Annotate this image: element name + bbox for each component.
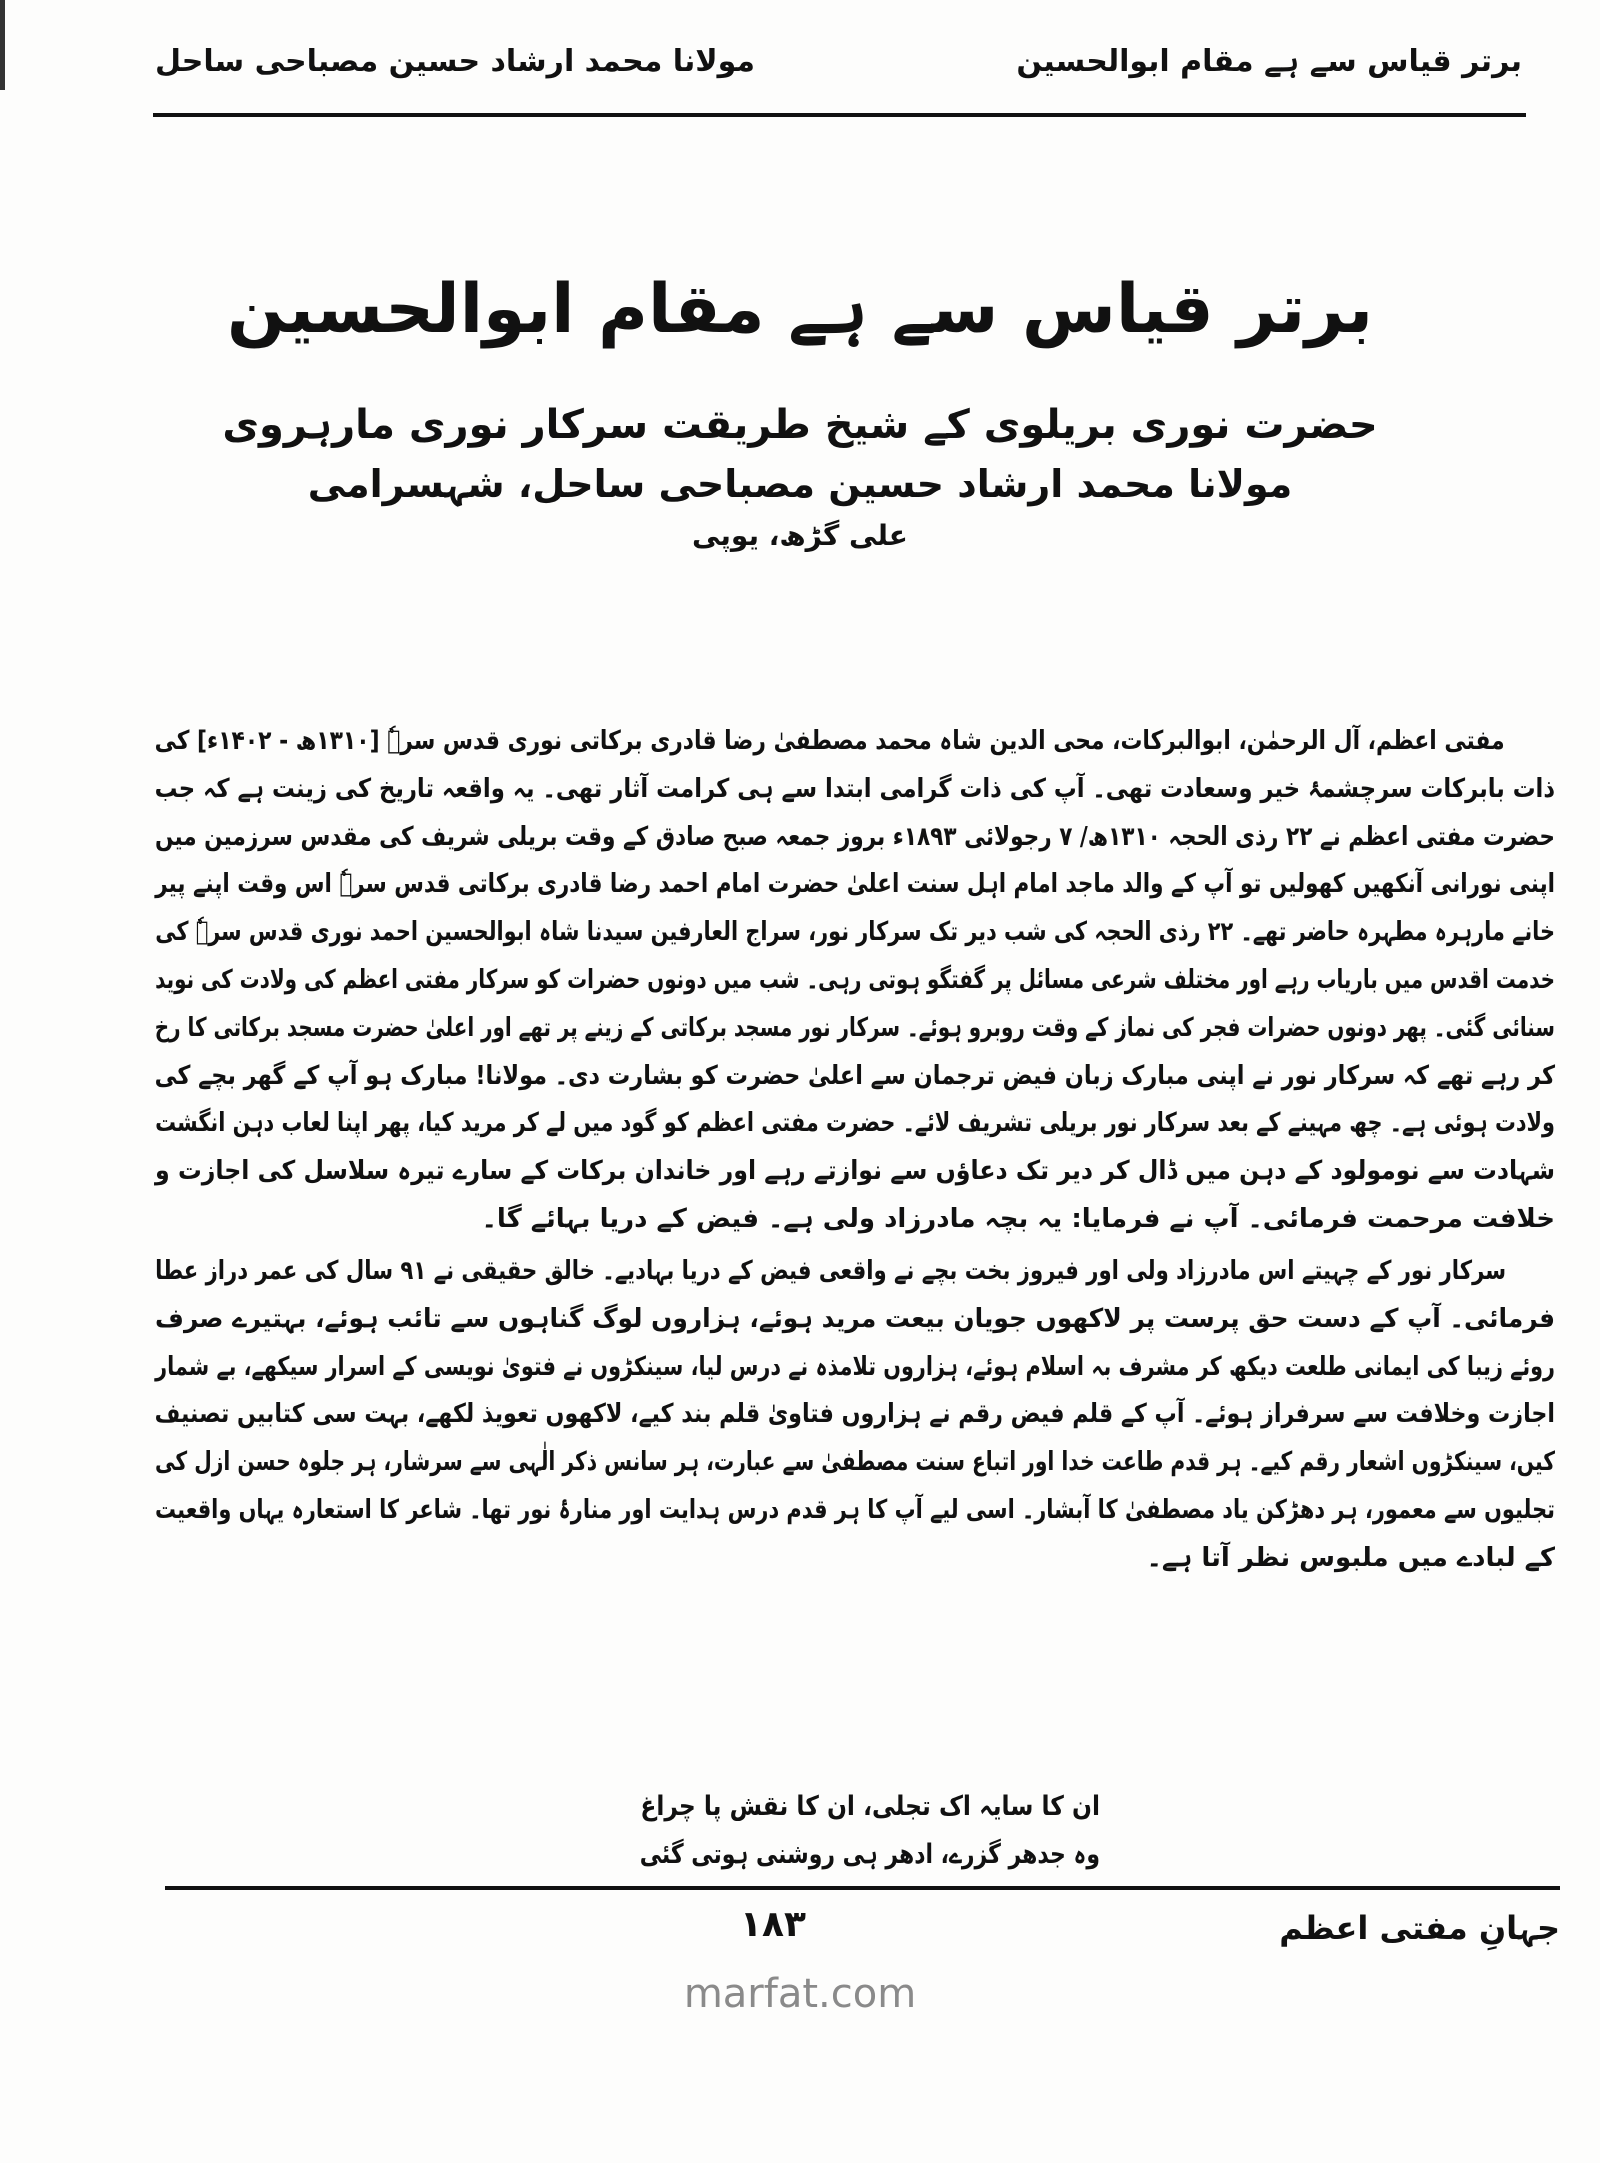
text-line: شہادت سے نومولود کے دہن میں ڈال کر دیر تک دعاؤں سے نوازتے رہے اور خاندان برکات کے سارے تیرہ سلاسل کی اجازت و bbox=[155, 1156, 1556, 1187]
text-line: خانے مارہرہ مطہرہ حاضر تھے۔ ۲۲ رذی الحجہ کی شب دیر تک سرکار نور، سراج العارفین سیدنا شاہ ابوالحسین احمد نوری قدس سرہٗ کی bbox=[155, 917, 1555, 948]
paragraph-1 bbox=[155, 718, 1555, 1244]
footer-rule bbox=[165, 1886, 1560, 1890]
verse-couplet bbox=[640, 1783, 1100, 1879]
article-author: مولانا محمد ارشاد حسین مصباحی ساحل، شہسرامی bbox=[307, 462, 1293, 506]
article-subtitle: حضرت نوری بریلوی کے شیخ طریقت سرکار نوری مارہروی bbox=[222, 402, 1378, 448]
page-number: ۱۸۳ bbox=[740, 1904, 806, 1945]
text-line: سرکار نور کے چہیتے اس مادرزاد ولی اور فیروز بخت بچے نے واقعی فیض کے دریا بہادیے۔ خالق حقیقی نے ۹۱ سال کی عمر دراز عطا bbox=[155, 1256, 1507, 1286]
header-rule bbox=[153, 113, 1526, 117]
text-line: حضرت مفتی اعظم نے ۲۲ رذی الحجہ ۱۳۱۰ھ/ ۷ رجولائی ۱۸۹۳ء بروز جمعہ صبح صادق کے وقت بریلی شریف کی مقدس سرزمین میں bbox=[155, 821, 1555, 852]
text-line: مفتی اعظم، آل الرحمٰن، ابوالبرکات، محی الدین شاہ محمد مصطفیٰ رضا قادری برکاتی نوری قدس سرہٗ [۱۳۱۰ھ - ۱۴۰۲ء] کی bbox=[154, 726, 1505, 756]
paragraph-2 bbox=[155, 1248, 1555, 1583]
text-line: اپنی نورانی آنکھیں کھولیں تو آپ کے والد ماجد امام اہل سنت اعلیٰ حضرت امام احمد رضا قادری برکاتی قدس سرہٗ اس وقت اپنے پیر bbox=[155, 869, 1555, 900]
text-line: تجلیوں سے معمور، ہر دھڑکن یاد مصطفیٰ کا آبشار۔ اسی لیے آپ کا ہر قدم درس ہدایت اور منارۂ نور تھا۔ شاعر کا استعارہ یہاں واقعیت bbox=[155, 1494, 1556, 1525]
text-line: کر رہے تھے کہ سرکار نور نے اپنی مبارک زبان فیض ترجمان سے اعلیٰ حضرت کو بشارت دی۔ مولانا! مبارک ہو آپ کے گھر بچے کی bbox=[154, 1060, 1555, 1091]
text-line: خلافت مرحمت فرمائی۔ آپ نے فرمایا: یہ بچہ مادرزاد ولی ہے۔ فیض کے دریا بہائے گا۔ bbox=[481, 1203, 1555, 1234]
running-header-title: برتر قیاس سے ہے مقام ابوالحسین bbox=[1016, 44, 1522, 79]
author-location: علی گڑھ، یوپی bbox=[692, 519, 908, 552]
verse-line: وہ جدھر گزرے، ادھر ہی روشنی ہوتی گئی bbox=[639, 1839, 1100, 1870]
text-line: اجازت وخلافت سے سرفراز ہوئے۔ آپ کے قلم فیض رقم نے ہزاروں فتاویٰ قلم بند کیے، لاکھوں تعویذ لکھے، بہت سی کتابیں تصنیف bbox=[154, 1399, 1555, 1430]
text-line: فرمائی۔ آپ کے دست حق پرست پر لاکھوں جویان بیعت مرید ہوئے، ہزاروں لوگ گناہوں سے تائب ہوئے، بہتیرے صرف bbox=[155, 1303, 1555, 1334]
article-title: برتر قیاس سے ہے مقام ابوالحسین bbox=[227, 270, 1373, 349]
running-header-author: مولانا محمد ارشاد حسین مصباحی ساحل bbox=[155, 44, 755, 79]
text-line: خدمت اقدس میں باریاب رہے اور مختلف شرعی مسائل پر گفتگو ہوتی رہی۔ شب میں دونوں حضرات کو سرکار مفتی اعظم کی ولادت کی نوید bbox=[155, 964, 1556, 995]
text-line: روئے زیبا کی ایمانی طلعت دیکھ کر مشرف بہ اسلام ہوئے، ہزاروں تلامذہ نے درس لیا، سینکڑوں نے فتویٰ نویسی کے اسرار سیکھے، بے شمار bbox=[155, 1351, 1556, 1382]
book-title: جہانِ مفتی اعظم bbox=[1279, 1909, 1560, 1947]
text-line: ولادت ہوئی ہے۔ چھ مہینے کے بعد سرکار نور بریلی تشریف لائے۔ حضرت مفتی اعظم کو گود میں لے کر مرید کیا، پھر اپنا لعاب دہن انگشت bbox=[155, 1108, 1556, 1139]
text-line: کیں، سینکڑوں اشعار رقم کیے۔ ہر قدم طاعت خدا اور اتباع سنت مصطفیٰ سے عبارت، ہر سانس ذکر الٰہی سے سرشار، ہر جلوہ حسن ازل کی bbox=[154, 1447, 1555, 1478]
watermark: marfat.com bbox=[683, 1971, 917, 2017]
text-line: ذات بابرکات سرچشمۂ خیر وسعادت تھی۔ آپ کی ذات گرامی ابتدا سے ہی کرامت آثار تھی۔ یہ واقعہ تاریخ کی زینت ہے کہ جب bbox=[154, 773, 1555, 804]
scan-edge bbox=[0, 0, 5, 90]
verse-line: ان کا سایہ اک تجلی، ان کا نقش پا چراغ bbox=[640, 1791, 1100, 1822]
text-line: کے لبادے میں ملبوس نظر آتا ہے۔ bbox=[1146, 1542, 1555, 1573]
text-line: سنائی گئی۔ پھر دونوں حضرات فجر کی نماز کے وقت روبرو ہوئے۔ سرکار نور مسجد برکاتی کے زینے پر تھے اور اعلیٰ حضرت مسجد برکاتی کا رخ bbox=[154, 1012, 1555, 1043]
